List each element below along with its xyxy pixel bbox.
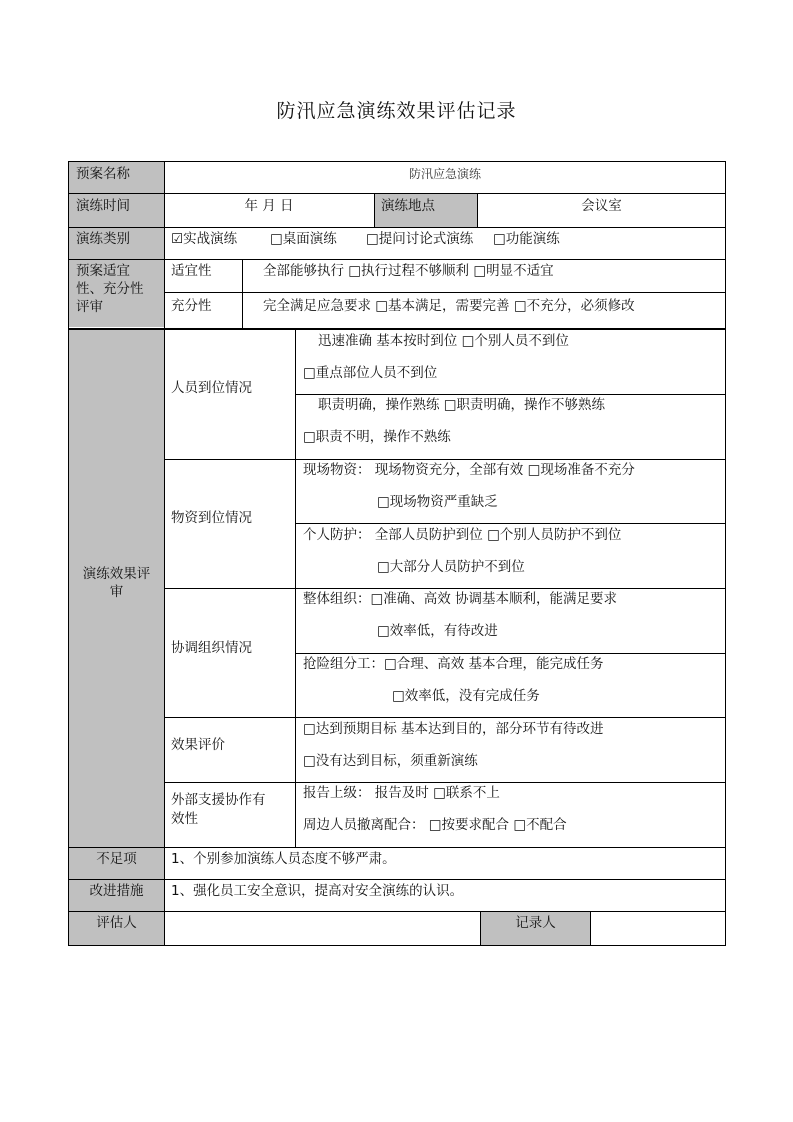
drill-type-option-functional[interactable]: □功能演练: [493, 231, 560, 247]
drill-type-option-tabletop[interactable]: □桌面演练: [270, 231, 337, 247]
materials-onsite-line1: 现场物资： 现场物资充分，全部有效 □现场准备不充分: [303, 462, 635, 478]
personnel-arrival-line2: □重点部位人员不到位: [303, 365, 438, 381]
suitability-label: 适宜性: [171, 263, 212, 279]
effect-review-label-line1: 演练效果评: [82, 566, 151, 582]
external-label-line2: 效性: [171, 811, 198, 827]
effect-review-label-line2: 审: [109, 584, 124, 600]
coordination-label: 协调组织情况: [171, 640, 252, 656]
drill-type-option-live[interactable]: ☑实战演练: [171, 231, 238, 247]
materials-onsite-line2: □现场物资严重缺乏: [377, 494, 498, 510]
shortcomings-label: 不足项: [96, 851, 137, 867]
personnel-duty-line1: 职责明确，操作熟练 □职责明确，操作不够熟练: [318, 397, 606, 413]
evaluation-line2: □没有达到目标，须重新演练: [303, 753, 478, 769]
shortcomings-text: 1、个别参加演练人员态度不够严肃。: [171, 851, 396, 867]
drill-type-option-discussion[interactable]: □提问讨论式演练: [366, 231, 474, 247]
external-line1: 报告上级： 报告及时 □联系不上: [303, 785, 500, 801]
coordination-division-line2: □效率低，没有完成任务: [392, 688, 540, 704]
personnel-duty-line2: □职责不明，操作不熟练: [303, 429, 451, 445]
evaluation-line1: □达到预期目标 基本达到目的，部分环节有待改进: [303, 721, 604, 737]
page-title: 防汛应急演练效果评估记录: [276, 100, 517, 122]
evaluation-label: 效果评价: [171, 737, 225, 753]
drill-time-label: 演练时间: [76, 198, 130, 214]
location-label: 演练地点: [381, 198, 435, 214]
plan-name-value: 防汛应急演练: [408, 167, 481, 181]
improvements-text: 1、强化员工安全意识，提高对安全演练的认识。: [171, 883, 464, 899]
materials-label: 物资到位情况: [171, 510, 252, 526]
plan-name-label: 预案名称: [76, 166, 130, 182]
improvements-label: 改进措施: [89, 883, 144, 899]
external-label-line1: 外部支援协作有: [171, 792, 266, 808]
plan-review-label-line1: 预案适宜: [76, 263, 130, 279]
sufficiency-label: 充分性: [171, 298, 212, 314]
coordination-overall-line1: 整体组织：□准确、高效 协调基本顺利，能满足要求: [303, 591, 618, 607]
materials-protection-line1: 个人防护： 全部人员防护到位 □个别人员防护不到位: [303, 527, 622, 543]
drill-type-label: 演练类别: [76, 231, 130, 247]
sufficiency-options: 完全满足应急要求 □基本满足，需要完善 □不充分，必须修改: [263, 298, 635, 314]
personnel-arrival-line1: 迅速准确 基本按时到位 □个别人员不到位: [318, 333, 569, 349]
recorder-label: 记录人: [515, 915, 556, 931]
coordination-overall-line2: □效率低，有待改进: [377, 623, 498, 639]
suitability-options: 全部能够执行 □执行过程不够顺利 □明显不适宜: [263, 263, 554, 279]
assessor-label: 评估人: [96, 915, 137, 931]
coordination-division-line1: 抢险组分工：□合理、高效 基本合理，能完成任务: [303, 656, 604, 672]
drill-time-value: 年 月 日: [244, 198, 294, 214]
location-value: 会议室: [581, 198, 622, 214]
external-line2: 周边人员撤离配合： □按要求配合 □不配合: [303, 817, 567, 833]
plan-review-label-line2: 性、充分性: [76, 281, 144, 297]
personnel-label: 人员到位情况: [171, 380, 252, 396]
plan-review-label-line3: 评审: [76, 299, 103, 315]
materials-protection-line2: □大部分人员防护不到位: [377, 559, 525, 575]
